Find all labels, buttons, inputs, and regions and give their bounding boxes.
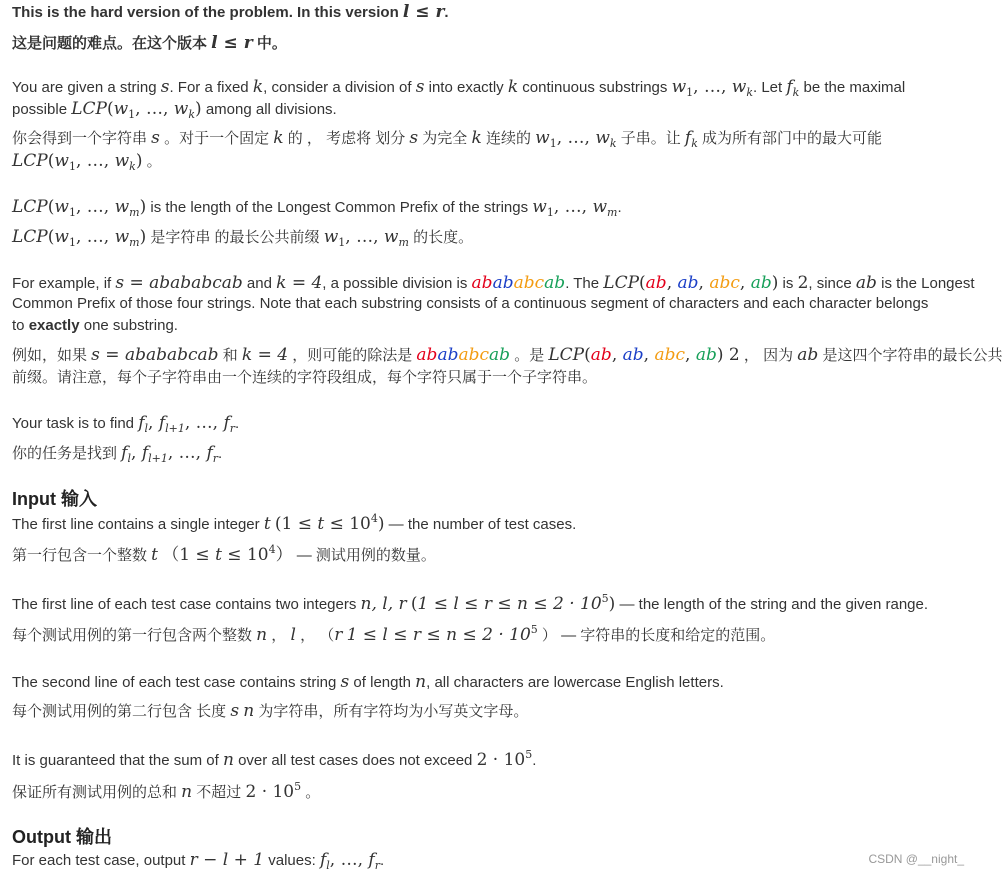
lcp: LCP (548, 345, 585, 365)
text: It is guaranteed that the sum of (12, 752, 223, 769)
sub: 1 (128, 108, 136, 121)
segment-3: abc (654, 345, 686, 365)
input-heading: Input 输入 (12, 489, 97, 509)
text: one substring. (79, 317, 178, 334)
math-s: s (230, 701, 240, 721)
input4-zh (12, 782, 320, 803)
p4-zh (12, 443, 222, 464)
range-pre: 1 ≤ (179, 545, 216, 565)
math-r-l-1: r − l + 1 (189, 850, 265, 870)
text: 子串。让 (616, 130, 685, 147)
text: The second line of each test case contains string (12, 674, 341, 691)
text: 的 ， 考虑将 划分 (283, 130, 410, 147)
p4-en (12, 413, 239, 434)
math-l: l (290, 625, 296, 645)
w: w (535, 128, 550, 148)
math-fk (685, 128, 698, 148)
math-w1-wk: $w_1$, …, $w_k$ (535, 128, 617, 150)
math-t: t (263, 514, 271, 534)
text: . Let (752, 79, 787, 96)
text: 这是问题的难点。在这个版本 (12, 35, 212, 52)
segment-3: abc (709, 273, 740, 293)
w: w (731, 77, 747, 97)
sub: k (188, 108, 196, 121)
sub: m (129, 236, 140, 249)
range-pre: 1 ≤ (281, 514, 318, 534)
math-ab: ab (797, 345, 819, 365)
math-s: s (340, 672, 350, 692)
math-l-le-r: l ≤ r (402, 2, 445, 22)
text: — 测试用例的数量。 (292, 547, 436, 564)
segment-4: ab (695, 345, 717, 365)
ellipsis: … (340, 850, 358, 870)
p1-en-line2 (12, 99, 337, 120)
math-t: t (151, 545, 159, 565)
input4-en (12, 750, 536, 771)
ellipsis: … (86, 197, 104, 217)
sub: 1 (338, 236, 346, 249)
w: w (54, 151, 69, 171)
text: . For a fixed (169, 79, 253, 96)
text: 每个测试用例的第二行包含 长度 (12, 703, 231, 720)
text: — the length of the string and the given range. (615, 596, 929, 613)
p3-zh-line1 (12, 345, 1002, 366)
ellipsis: … (356, 227, 374, 247)
text: is the length of the Longest Common Prefix of the strings (146, 199, 533, 216)
text: . (235, 415, 240, 432)
colored-division (472, 273, 566, 293)
lcp: LCP (12, 197, 48, 217)
t: t (215, 545, 222, 565)
segment-4: ab (489, 345, 511, 365)
ellipsis: … (86, 227, 104, 247)
ellipsis: … (567, 128, 585, 148)
math-range: $(1 \le l \le r \le n \le 2 \cdot 10^5)$ (410, 592, 616, 614)
t: t (317, 514, 325, 534)
ellipsis: … (195, 413, 213, 433)
text: possible (12, 101, 72, 118)
text: 连续的 (481, 130, 536, 147)
w: w (114, 197, 130, 217)
lcp: LCP (603, 273, 640, 293)
math-s: s (160, 77, 170, 97)
text: Common Prefix of those four strings. Note that each substring consists of a continuous segment of characters and each character belongs (12, 295, 929, 312)
sub: 1 (686, 86, 694, 99)
math-k-eq-4: k = 4 (241, 345, 289, 365)
w: w (54, 227, 69, 247)
text: . (444, 4, 449, 21)
text: 第一行包含一个整数 (12, 547, 152, 564)
sub: r (229, 422, 236, 435)
sub: k (129, 160, 136, 173)
sub: r (212, 452, 219, 465)
math-fk (786, 77, 799, 97)
w: w (114, 151, 130, 171)
text: 是这四个字符串的最长公共 (818, 347, 1002, 364)
text: to (12, 317, 29, 334)
math-n-l-r: n, l, r (360, 594, 407, 614)
math-w1-wm: $w_1$, …, $w_m$ (532, 197, 618, 219)
text: ， （ (295, 627, 335, 644)
math-two: 2 (728, 345, 740, 365)
segment-4: ab (750, 273, 772, 293)
segment-3: abc (513, 273, 545, 293)
text: 你的任务是找到 (12, 445, 122, 462)
csdn-watermark: CSDN @__night_ (868, 852, 964, 866)
exp: 5 (530, 623, 538, 636)
math-r: r (334, 625, 343, 645)
f: f (206, 443, 213, 463)
text: . (617, 199, 622, 216)
sub: 1 (546, 206, 554, 219)
math-lcp-w1-wm: $LCP(w_1$, …, $w_m$) (12, 227, 147, 249)
p1-zh-line1 (12, 128, 882, 149)
math-n: n (243, 701, 255, 721)
text: Your task is to find (12, 415, 139, 432)
sub: l (144, 422, 149, 435)
f: f (319, 850, 327, 870)
p1-en-line1 (12, 77, 905, 98)
text: 中。 (252, 35, 287, 52)
text: 保证所有测试用例的总和 (12, 784, 182, 801)
math-two: 2 (797, 273, 809, 293)
exp: 5 (294, 780, 302, 793)
text: The first line contains a single integer (12, 516, 264, 533)
math-s: s (409, 128, 419, 148)
math-l-le-r: l ≤ r (211, 33, 253, 53)
sub: k (691, 137, 698, 150)
math-fl-fr: $f_l$, $f_{l+1}$, …, $f_r$ (138, 413, 236, 435)
text: . (218, 445, 223, 462)
sub: m (607, 206, 618, 219)
text: , a possible division is (322, 275, 472, 292)
text: 成为所有部门中的最大可能 (697, 130, 883, 147)
input1-zh (12, 545, 436, 566)
text: 不超过 (192, 784, 246, 801)
segment-2: ab (492, 273, 514, 293)
segment-1: ab (645, 273, 667, 293)
text: This is the hard version of the problem. In this version (12, 4, 403, 21)
math-s: s (415, 77, 425, 97)
input3-zh (12, 701, 528, 722)
text: . (532, 752, 537, 769)
sub: l+1 (165, 422, 185, 435)
text: 是字符串 的最长公共前缀 (146, 229, 324, 246)
text: ， (267, 627, 291, 644)
text: — the number of test cases. (384, 516, 577, 533)
input2-en (12, 594, 928, 615)
f: f (786, 77, 793, 97)
math-w1-wk: $w_1$, …, $w_k$ (671, 77, 753, 99)
math-k: k (471, 128, 482, 148)
sub: l+1 (148, 452, 168, 465)
text: is the Longest (876, 275, 975, 292)
ellipsis: … (86, 151, 104, 171)
base: 2 · 10 (476, 750, 526, 770)
ellipsis: … (564, 197, 582, 217)
segment-2: ab (437, 345, 459, 365)
p3-en-line3 (12, 316, 178, 336)
p3-en-line2 (12, 294, 928, 314)
text: values: (264, 852, 320, 869)
output-en (12, 850, 384, 871)
math-n: n (256, 625, 268, 645)
text: 。是 (510, 347, 549, 364)
f: f (141, 443, 149, 463)
ellipsis: … (703, 77, 721, 97)
math-w1-wm: $w_1$, …, $w_m$ (323, 227, 409, 249)
text: For each test case, output (12, 852, 190, 869)
math-s-eq: s = abababcab (91, 345, 219, 365)
math-bound (245, 782, 301, 802)
f: f (158, 413, 166, 433)
sub: m (129, 206, 140, 219)
lcp: LCP (71, 99, 107, 119)
sub: l (127, 452, 131, 465)
exp: 5 (525, 748, 533, 761)
text: , consider a division of (263, 79, 416, 96)
segment-3: abc (458, 345, 490, 365)
text: among all divisions. (201, 101, 337, 118)
p1-zh-line2 (12, 151, 162, 172)
input3-en (12, 672, 724, 693)
text: 为字符串，所有字符均为小写英文字母。 (254, 703, 529, 720)
segment-1: ab (471, 273, 493, 293)
text: ， 因为 (739, 347, 798, 364)
math-bound (477, 750, 533, 770)
math-range (347, 625, 538, 645)
f: f (121, 443, 128, 463)
p3-en-line1 (12, 273, 975, 294)
w: w (595, 128, 610, 148)
w: w (383, 227, 399, 247)
text: 的长度。 (408, 229, 474, 246)
sub: k (609, 137, 617, 150)
text: . (379, 852, 385, 869)
f: f (223, 413, 230, 433)
w: w (323, 227, 339, 247)
text: The first line of each test case contains two integers (12, 596, 361, 613)
math-k: k (507, 77, 519, 97)
sub: r (374, 859, 380, 872)
ellipsis: … (178, 443, 196, 463)
math-lcp-example: LCP(ab, ab, abc, ab) 2 (548, 345, 740, 365)
math-lcp-w1-wk: $LCP(w_1$, …, $w_k$) (71, 99, 202, 121)
sub: 1 (68, 206, 76, 219)
p2-en (12, 197, 622, 218)
text: , all characters are lowercase English letters. (426, 674, 724, 691)
text: 。对于一个固定 (159, 130, 274, 147)
text: You are given a string (12, 79, 161, 96)
colored-division (416, 345, 510, 365)
exp: 4 (268, 543, 276, 556)
math-ab: ab (855, 273, 877, 293)
sub: k (792, 86, 800, 99)
text: of length (349, 674, 416, 691)
text: 每个测试用例的第一行包含两个整数 (12, 627, 257, 644)
text: 和 (218, 347, 242, 364)
math-lcp-example: LCP(ab, ab, abc, ab) (603, 273, 779, 293)
ellipsis: … (145, 99, 163, 119)
range: 1 ≤ l ≤ r ≤ n ≤ 2 · 10 (417, 594, 602, 614)
text: continuous substrings (518, 79, 672, 96)
range: 1 ≤ l ≤ r ≤ n ≤ 2 · 10 (346, 625, 531, 645)
math-k: k (273, 128, 284, 148)
math-n: n (222, 750, 234, 770)
math-k: k (252, 77, 264, 97)
lcp: LCP (12, 227, 48, 247)
base: 2 · 10 (245, 782, 295, 802)
math-t-range: $(1 \le t \le 10^4)$ (162, 543, 293, 565)
output-heading: Output 输出 (12, 827, 112, 847)
f: f (368, 850, 375, 870)
text: into exactly (424, 79, 508, 96)
math-t-range: $(1 \le t \le 10^4)$ (274, 512, 385, 534)
w: w (532, 197, 547, 217)
text: For example, if (12, 275, 116, 292)
f: f (138, 413, 145, 433)
text: 前缀。请注意，每个子字符串由一个连续的字符段组成，每个字符只属于一个子字符串。 (12, 369, 598, 386)
text: and (242, 275, 277, 292)
input2-zh (12, 625, 775, 646)
math-n: n (415, 672, 427, 692)
segment-2: ab (677, 273, 699, 293)
segment-1: ab (416, 345, 438, 365)
w: w (592, 197, 608, 217)
text: . The (565, 275, 604, 292)
text: be the maximal (799, 79, 906, 96)
sub: 1 (68, 160, 76, 173)
math-lcp-w1-wk: $LCP(w_1$, …, $w_k$) (12, 151, 143, 173)
text: ） — 字符串的长度和给定的范围。 (537, 627, 776, 644)
intro-en (12, 2, 449, 23)
sub: 1 (549, 137, 557, 150)
text: is (778, 275, 798, 292)
range-mid: ≤ 10 (221, 545, 269, 565)
emphasis-exactly: exactly (28, 317, 80, 334)
p3-zh-line2 (12, 368, 597, 388)
intro-zh (12, 33, 287, 54)
w: w (113, 99, 129, 119)
math-fl-fr: $f_l$, $f_{l+1}$, …, $f_r$ (121, 443, 219, 465)
text: 。 (301, 784, 321, 801)
math-lcp-w1-wm: $LCP(w_1$, …, $w_m$) (12, 197, 147, 219)
math-fl-fr: $f_l$, …, $f_r$ (319, 850, 380, 872)
segment-2: ab (622, 345, 644, 365)
text: 你会得到一个字符串 (12, 130, 152, 147)
w: w (114, 227, 130, 247)
p2-zh (12, 227, 473, 248)
sub: m (398, 236, 409, 249)
sub: l (326, 859, 330, 872)
f: f (684, 128, 692, 148)
segment-1: ab (590, 345, 612, 365)
sub: 1 (68, 236, 76, 249)
input1-en (12, 514, 576, 535)
math-k-eq-4: k = 4 (276, 273, 323, 293)
lcp: LCP (12, 151, 48, 171)
text: 例如，如果 (12, 347, 92, 364)
w: w (173, 99, 189, 119)
sub: k (746, 86, 753, 99)
text: 为完全 (418, 130, 472, 147)
math-s-eq: s = abababcab (115, 273, 243, 293)
text: , since (808, 275, 856, 292)
text: 。 (142, 153, 162, 170)
exp: 5 (601, 592, 609, 605)
math-s: s (151, 128, 160, 148)
text: over all test cases does not exceed (233, 752, 477, 769)
w: w (54, 197, 69, 217)
segment-4: ab (544, 273, 566, 293)
exp: 4 (370, 512, 378, 525)
w: w (671, 77, 687, 97)
math-n: n (181, 782, 193, 802)
range-mid: ≤ 10 (324, 514, 371, 534)
text: ，则可能的除法是 (288, 347, 417, 364)
